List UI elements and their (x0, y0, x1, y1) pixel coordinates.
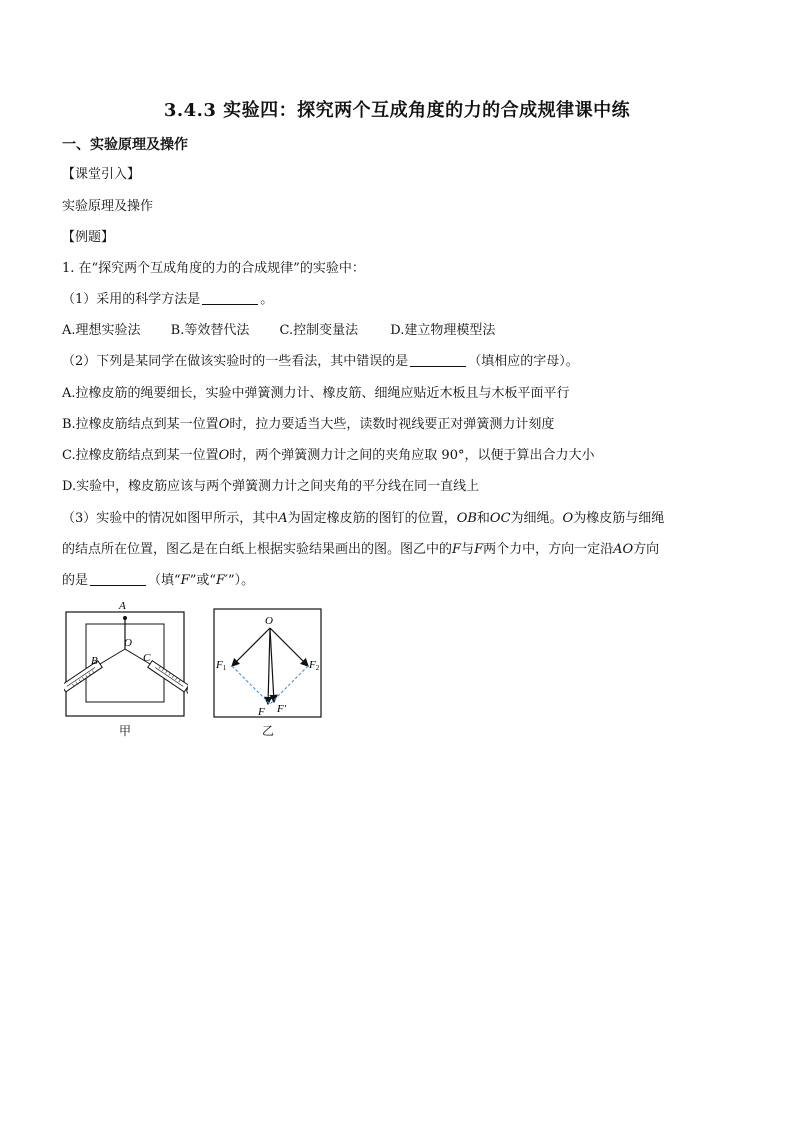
option-a: A.理想实验法 (62, 323, 141, 338)
figure-yi (213, 608, 323, 720)
answer-blank[interactable] (90, 572, 146, 586)
section-heading: 一、实验原理及操作 (62, 137, 188, 153)
answer-blank[interactable] (410, 353, 466, 367)
page-title: 3.4.3 实验四：探究两个互成角度的力的合成规律课中练 (163, 100, 631, 121)
label-b: B (91, 655, 98, 667)
label-a: A (119, 600, 126, 612)
figure-jia (64, 598, 188, 722)
choice-b: B.拉橡皮筋结点到某一位置O时，拉力要适当大些，读数时视线要正对弹簧测力计刻度 (62, 417, 555, 432)
bracket-heading-intro: 【课堂引入】 (62, 167, 141, 182)
label-o: O (124, 637, 132, 649)
question-part1: （1）采用的科学方法是 。 (62, 292, 274, 307)
question-part3-line3: 的是 （填“F”或“F′”）。 (62, 573, 255, 588)
option-d: D.建立物理模型法 (390, 323, 496, 338)
figure-yi-caption: 乙 (262, 724, 275, 738)
label-c: C (143, 652, 151, 664)
question-part3-line1: （3）实验中的情况如图甲所示，其中A为固定橡皮筋的图钉的位置，OB和OC为细绳。O为橡皮筋与细绳 (62, 511, 665, 526)
choice-d: D.实验中，橡皮筋应该与两个弹簧测力计之间夹角的平分线在同一直线上 (62, 479, 480, 494)
answer-blank[interactable] (202, 291, 258, 305)
option-b: B.等效替代法 (170, 323, 250, 338)
label-f2: F2 (309, 659, 320, 672)
question-stem: 1. 在“探究两个互成角度的力的合成规律”的实验中： (62, 261, 365, 276)
options-row (62, 322, 495, 340)
label-o: O (265, 615, 273, 627)
label-f1: F1 (216, 659, 227, 672)
option-c: C.控制变量法 (279, 323, 359, 338)
figure-jia-caption: 甲 (119, 724, 132, 738)
label-f: F (258, 706, 265, 718)
choice-c: C.拉橡皮筋结点到某一位置O时，两个弹簧测力计之间的夹角应取 90°，以便于算出合力大小 (62, 448, 595, 463)
question-part2: （2）下列是某同学在做该实验时的一些看法，其中错误的是 （填相应的字母）。 (62, 354, 579, 369)
label-fprime: F′ (277, 703, 287, 715)
question-part3-line2: 的结点所在位置，图乙是在白纸上根据实验结果画出的图。图乙中的F与F两个力中，方向一定沿AO方向 (62, 542, 660, 557)
choice-a: A.拉橡皮筋的绳要细长，实验中弹簧测力计、橡皮筋、细绳应贴近木板且与木板平面平行 (62, 386, 570, 401)
intro-text: 实验原理及操作 (62, 199, 154, 214)
bracket-heading-example: 【例题】 (62, 230, 115, 245)
